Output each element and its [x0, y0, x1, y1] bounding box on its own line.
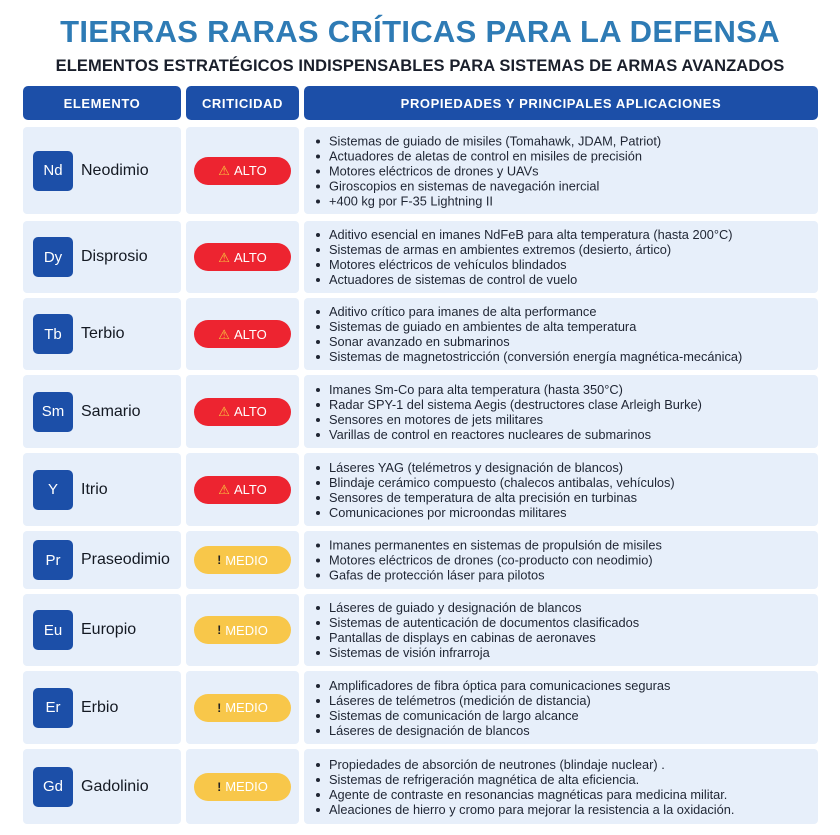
criticality-cell [186, 127, 299, 214]
element-symbol: Pr [33, 540, 73, 580]
list-item: Sistemas de magnetostricción (conversión energía magnética-mecánica) [314, 349, 814, 364]
list-item: Giroscopios en sistemas de navegación inercial [314, 178, 814, 193]
criticality-cell [186, 594, 299, 666]
properties-list [314, 600, 814, 660]
list-item: Sonar avanzado en submarinos [314, 334, 814, 349]
warning-triangle-icon: ⚠ [218, 482, 230, 497]
properties-list [314, 304, 814, 364]
exclamation-icon: ! [217, 553, 222, 567]
table-row [0, 671, 840, 744]
criticality-label: ALTO [233, 163, 267, 178]
table-row [0, 531, 840, 589]
criticality-cell [186, 531, 299, 589]
properties-cell [304, 453, 818, 526]
element-symbol: Dy [33, 237, 73, 277]
criticality-cell [186, 298, 299, 370]
list-item: Amplificadores de fibra óptica para comunicaciones seguras [314, 678, 814, 693]
element-cell [23, 671, 181, 744]
element-cell [23, 127, 181, 214]
list-item: Sistemas de visión infrarroja [314, 645, 814, 660]
list-item: Sistemas de autenticación de documentos clasificados [314, 615, 814, 630]
element-symbol: Sm [33, 392, 73, 432]
element-name: Gadolinio [81, 777, 149, 795]
list-item: Sistemas de refrigeración magnética de alta eficiencia. [314, 772, 814, 787]
list-item: Sistemas de comunicación de largo alcance [314, 708, 814, 723]
criticality-cell [186, 453, 299, 526]
list-item: Láseres de guiado y designación de blancos [314, 600, 814, 615]
criticality-label: ALTO [233, 326, 267, 342]
element-cell [23, 594, 181, 666]
list-item: Blindaje cerámico compuesto (chalecos antibalas, vehículos) [314, 475, 814, 490]
list-item: Aleaciones de hierro y cromo para mejorar la resistencia a la oxidación. [314, 802, 814, 817]
warning-triangle-icon: ⚠ [218, 326, 230, 342]
table-row [0, 594, 840, 666]
element-name: Samario [81, 402, 141, 420]
list-item: Comunicaciones por microondas militares [314, 505, 814, 520]
list-item: Imanes permanentes en sistemas de propulsión de misiles [314, 538, 814, 553]
properties-cell [304, 671, 818, 744]
table-row [0, 298, 840, 370]
list-item: Radar SPY-1 del sistema Aegis (destructores clase Arleigh Burke) [314, 397, 814, 412]
table-row [0, 749, 840, 824]
criticality-label: MEDIO [225, 552, 268, 568]
properties-list [314, 678, 814, 738]
element-cell [23, 453, 181, 526]
list-item: Sistemas de armas en ambientes extremos (desierto, ártico) [314, 242, 814, 257]
criticality-badge [194, 546, 291, 574]
criticality-cell [186, 749, 299, 824]
element-cell [23, 531, 181, 589]
criticality-badge [194, 320, 291, 348]
column-header-element: ELEMENTO [23, 86, 181, 120]
criticality-label: ALTO [233, 249, 267, 265]
criticality-badge [194, 616, 291, 644]
exclamation-icon: ! [217, 623, 222, 637]
element-name: Terbio [81, 325, 125, 342]
element-symbol: Y [33, 470, 73, 510]
criticality-label: MEDIO [225, 622, 268, 638]
criticality-badge [194, 694, 291, 722]
element-name: Disprosio [81, 248, 148, 265]
list-item: Sensores de temperatura de alta precisión en turbinas [314, 490, 814, 505]
table-row [0, 375, 840, 448]
list-item: Motores eléctricos de vehículos blindados [314, 257, 814, 272]
criticality-label: MEDIO [225, 779, 268, 794]
properties-cell [304, 749, 818, 824]
properties-cell [304, 127, 818, 214]
table-row [0, 221, 840, 293]
list-item: Varillas de control en reactores nucleares de submarinos [314, 427, 814, 442]
criticality-cell [186, 221, 299, 293]
element-name: Itrio [81, 480, 108, 498]
column-header-properties: PROPIEDADES Y PRINCIPALES APLICACIONES [304, 86, 818, 120]
warning-triangle-icon: ⚠ [218, 249, 230, 265]
element-symbol: Eu [33, 610, 73, 650]
properties-list [314, 538, 814, 583]
element-cell [23, 749, 181, 824]
element-symbol: Nd [33, 151, 73, 191]
element-symbol: Tb [33, 314, 73, 354]
element-symbol: Er [33, 688, 73, 728]
list-item: Láseres YAG (telémetros y designación de blancos) [314, 460, 814, 475]
element-cell [23, 298, 181, 370]
criticality-badge [194, 243, 291, 271]
criticality-badge [194, 398, 291, 426]
list-item: Gafas de protección láser para pilotos [314, 568, 814, 583]
element-name: Praseodimio [81, 551, 170, 568]
criticality-badge [194, 773, 291, 801]
properties-list [314, 227, 814, 287]
warning-triangle-icon: ⚠ [218, 163, 230, 178]
element-cell [23, 375, 181, 448]
list-item: Láseres de designación de blancos [314, 723, 814, 738]
element-name: Europio [81, 621, 137, 638]
criticality-cell [186, 671, 299, 744]
criticality-badge [194, 157, 291, 185]
list-item: +400 kg por F-35 Lightning II [314, 193, 814, 208]
properties-cell [304, 221, 818, 293]
element-name: Erbio [81, 698, 119, 716]
page-subtitle: ELEMENTOS ESTRATÉGICOS INDISPENSABLES PARA SISTEMAS DE ARMAS AVANZADOS [55, 57, 785, 75]
list-item: Motores eléctricos de drones y UAVs [314, 163, 814, 178]
list-item: Sistemas de guiado en ambientes de alta temperatura [314, 319, 814, 334]
list-item: Pantallas de displays en cabinas de aeronaves [314, 630, 814, 645]
element-symbol: Gd [33, 767, 73, 807]
page-title: TIERRAS RARAS CRÍTICAS PARA LA DEFENSA [60, 14, 780, 49]
list-item: Sistemas de guiado de misiles (Tomahawk, JDAM, Patriot) [314, 133, 814, 148]
properties-cell [304, 375, 818, 448]
list-item: Imanes Sm-Co para alta temperatura (hasta 350°C) [314, 382, 814, 397]
properties-list [314, 133, 814, 208]
properties-cell [304, 531, 818, 589]
properties-list [314, 382, 814, 442]
list-item: Láseres de telémetros (medición de distancia) [314, 693, 814, 708]
warning-triangle-icon: ⚠ [218, 404, 230, 419]
list-item: Agente de contraste en resonancias magnéticas para medicina militar. [314, 787, 814, 802]
criticality-badge [194, 476, 291, 504]
criticality-label: MEDIO [225, 700, 268, 715]
exclamation-icon: ! [217, 779, 222, 794]
column-header-criticality: CRITICIDAD [186, 86, 299, 120]
list-item: Propiedades de absorción de neutrones (blindaje nuclear) . [314, 757, 814, 772]
list-item: Motores eléctricos de drones (co-producto con neodimio) [314, 553, 814, 568]
properties-list [314, 460, 814, 520]
table-row [0, 453, 840, 526]
properties-list [314, 757, 814, 817]
element-name: Neodimio [81, 161, 149, 179]
properties-cell [304, 298, 818, 370]
criticality-label: ALTO [233, 482, 267, 497]
list-item: Sensores en motores de jets militares [314, 412, 814, 427]
list-item: Actuadores de aletas de control en misiles de precisión [314, 148, 814, 163]
list-item: Aditivo crítico para imanes de alta performance [314, 304, 814, 319]
element-cell [23, 221, 181, 293]
criticality-label: ALTO [233, 404, 267, 419]
list-item: Actuadores de sistemas de control de vuelo [314, 272, 814, 287]
exclamation-icon: ! [217, 700, 222, 715]
criticality-cell [186, 375, 299, 448]
properties-cell [304, 594, 818, 666]
list-item: Aditivo esencial en imanes NdFeB para alta temperatura (hasta 200°C) [314, 227, 814, 242]
table-row [0, 127, 840, 214]
